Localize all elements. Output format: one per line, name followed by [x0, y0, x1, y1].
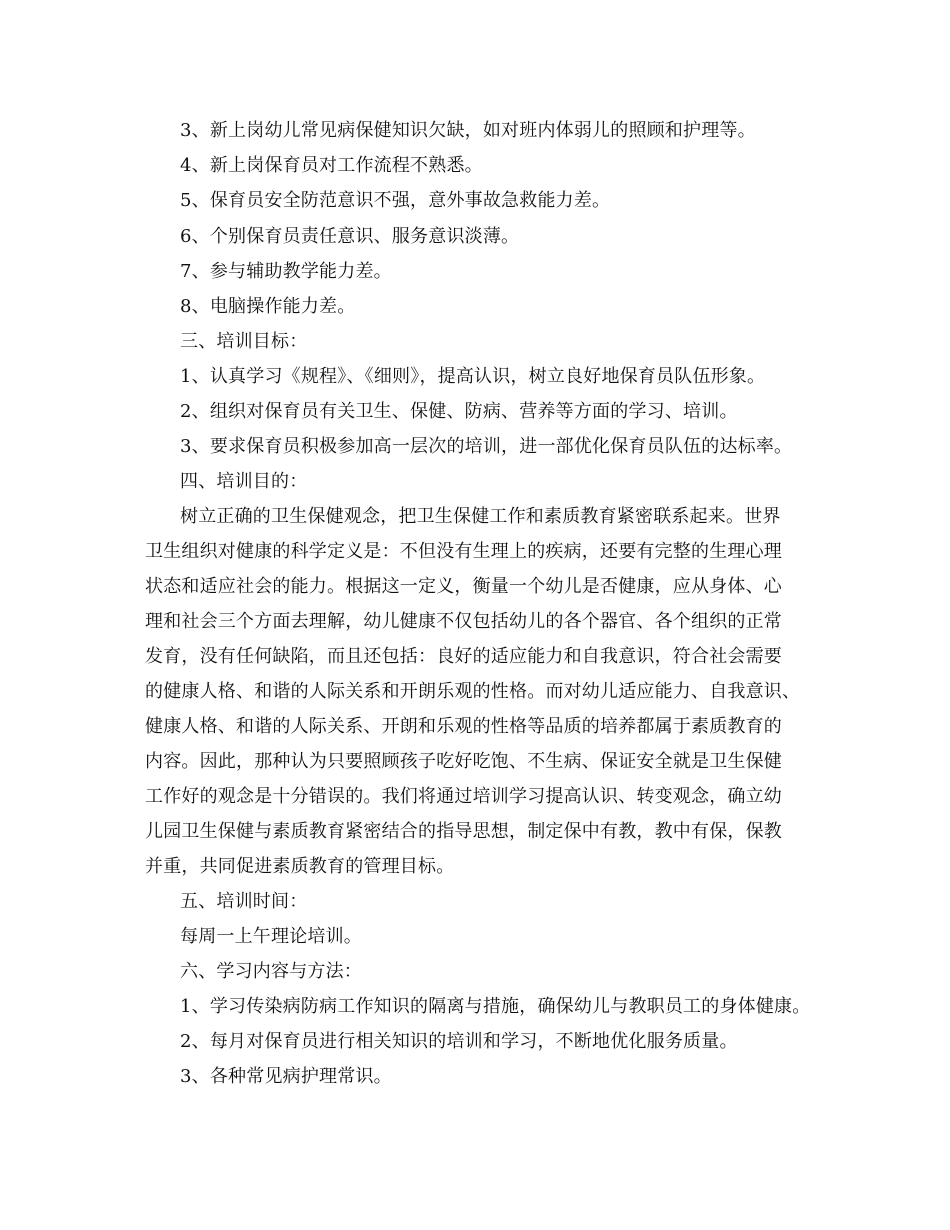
paragraph-line: 每周一上午理论培训。	[180, 926, 362, 947]
list-item: 4、新上岗保育员对工作流程不熟悉。	[180, 155, 483, 176]
paragraph-line: 儿园卫生保健与素质教育紧密结合的指导思想，制定保中有教，教中有保，保教	[145, 821, 782, 842]
paragraph-line: 的健康人格、和谐的人际关系和开朗乐观的性格。而对幼儿适应能力、自我意识、	[145, 681, 801, 702]
paragraph-line: 工作好的观念是十分错误的。我们将通过培训学习提高认识、转变观念，确立幼	[145, 786, 782, 807]
list-item: 3、新上岗幼儿常见病保健知识欠缺，如对班内体弱儿的照顾和护理等。	[180, 120, 756, 141]
list-item: 5、保育员安全防范意识不强，意外事故急救能力差。	[180, 190, 611, 211]
list-item: 1、认真学习《规程》、《细则》，提高认识，树立良好地保育员队伍形象。	[180, 366, 766, 387]
list-item: 3、要求保育员积极参加高一层次的培训，进一部优化保育员队伍的达标率。	[180, 436, 793, 457]
paragraph-line: 健康人格、和谐的人际关系、开朗和乐观的性格等品质的培养都属于素质教育的	[145, 716, 782, 737]
paragraph-line: 理和社会三个方面去理解，幼儿健康不仅包括幼儿的各个器官、各个组织的正常	[145, 611, 782, 632]
section-heading: 三、培训目标：	[180, 331, 308, 352]
paragraph-line: 内容。因此，那种认为只要照顾孩子吃好吃饱、不生病、保证安全就是卫生保健	[145, 751, 782, 772]
list-item: 7、参与辅助教学能力差。	[180, 261, 392, 282]
paragraph-line: 状态和适应社会的能力。根据这一定义，衡量一个幼儿是否健康，应从身体、心	[145, 576, 782, 597]
section-heading: 五、培训时间：	[180, 891, 308, 912]
paragraph-line: 卫生组织对健康的科学定义是：不但没有生理上的疾病，还要有完整的生理心理	[145, 541, 782, 562]
list-item: 3、各种常见病护理常识。	[180, 1066, 392, 1087]
section-heading: 四、培训目的：	[180, 471, 308, 492]
list-item: 2、每月对保育员进行相关知识的培训和学习，不断地优化服务质量。	[180, 1031, 738, 1052]
list-item: 6、个别保育员责任意识、服务意识淡薄。	[180, 226, 520, 247]
list-item: 1、学习传染病防病工作知识的隔离与措施，确保幼儿与教职员工的身体健康。	[180, 996, 811, 1017]
list-item: 8、电脑操作能力差。	[180, 296, 356, 317]
paragraph-line: 树立正确的卫生保健观念，把卫生保健工作和素质教育紧密联系起来。世界	[180, 506, 781, 527]
paragraph-line: 并重，共同促进素质教育的管理目标。	[145, 856, 455, 877]
section-heading: 六、学习内容与方法：	[180, 961, 362, 982]
paragraph-line: 发育，没有任何缺陷，而且还包括：良好的适应能力和自我意识，符合社会需要	[145, 646, 782, 667]
list-item: 2、组织对保育员有关卫生、保健、防病、营养等方面的学习、培训。	[180, 401, 738, 422]
